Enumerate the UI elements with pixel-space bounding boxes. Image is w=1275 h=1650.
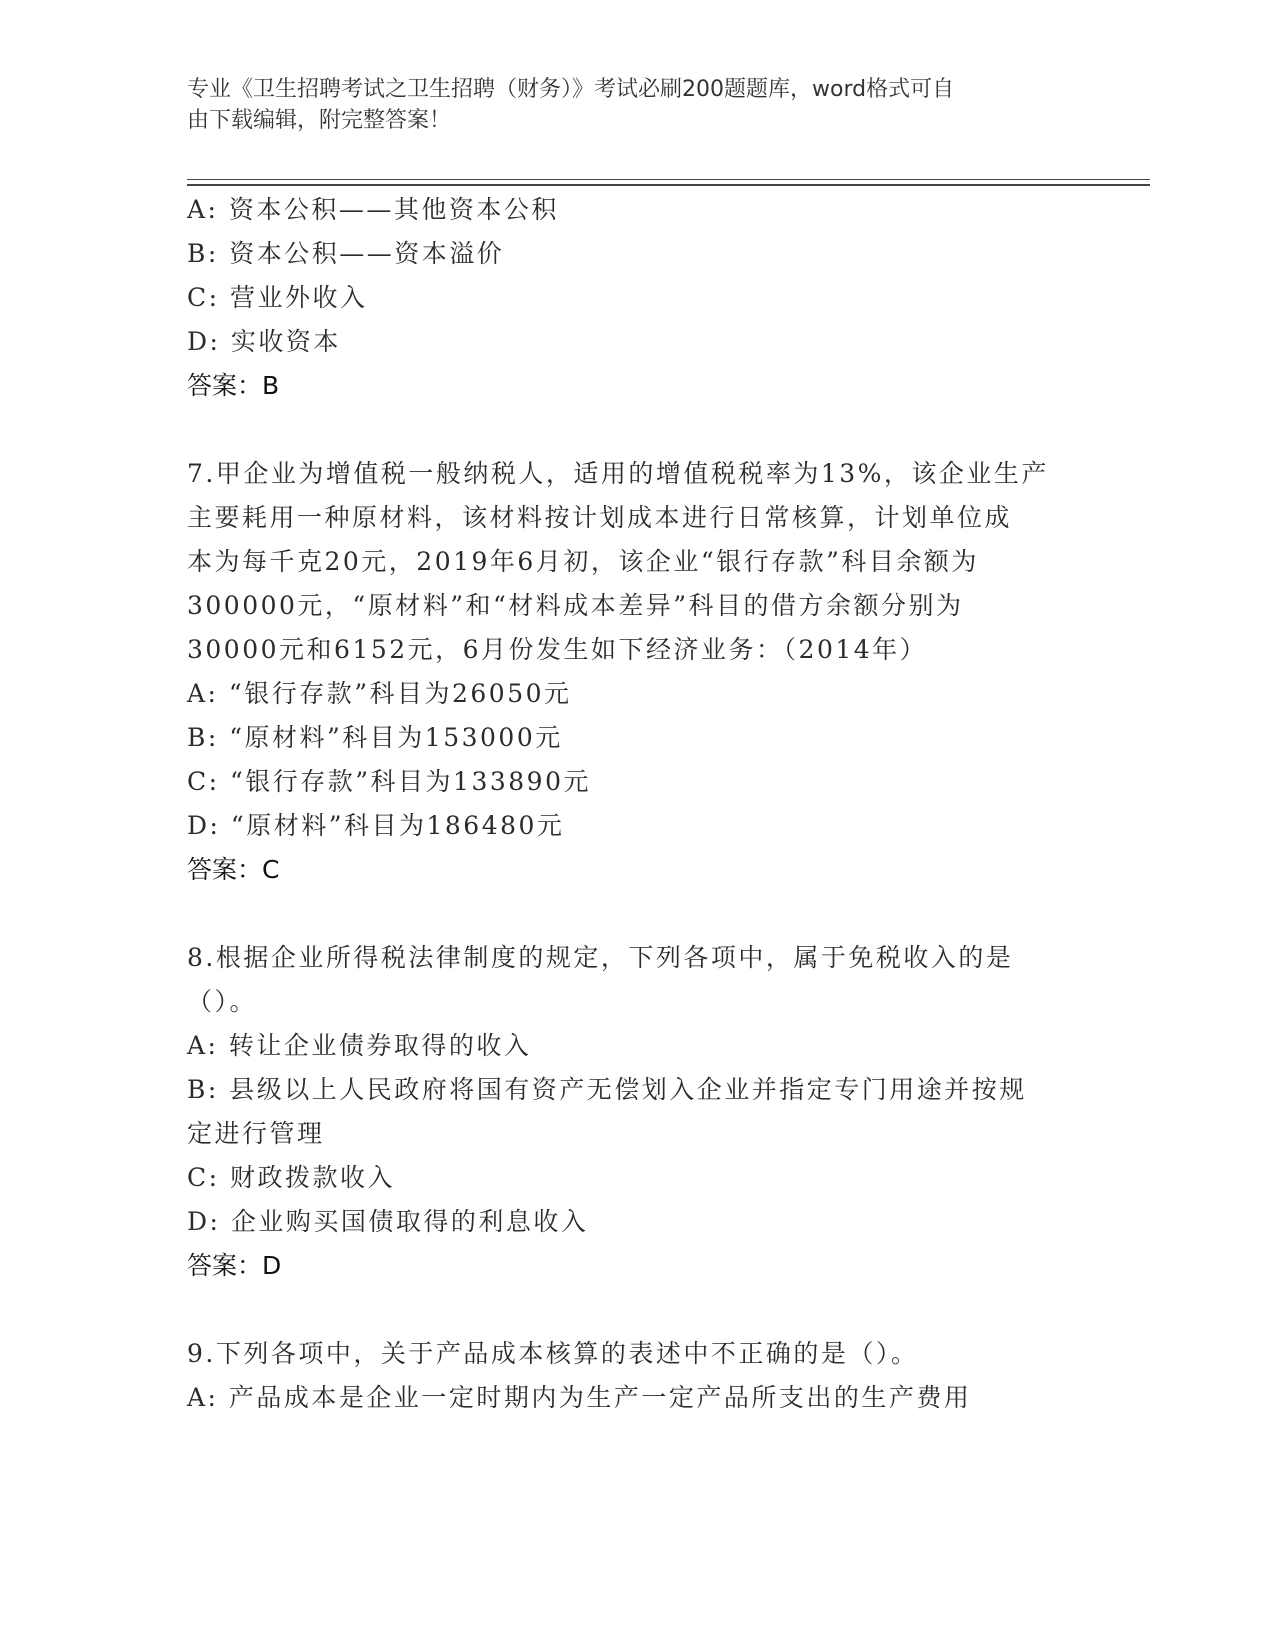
option-line: D: 企业购买国债取得的利息收入 [187, 1207, 589, 1236]
question-line: 30000元和6152元，6月份发生如下经济业务：（2014年） [187, 635, 928, 664]
option-line: B: 资本公积——资本溢价 [187, 239, 505, 268]
option-line: 定进行管理 [187, 1119, 325, 1148]
option-line: A: 产品成本是企业一定时期内为生产一定产品所支出的生产费用 [187, 1383, 972, 1412]
question-line: 7.甲企业为增值税一般纳税人，适用的增值税税率为13%，该企业生产 [187, 459, 1049, 488]
header-line-2: 由下载编辑，附完整答案！ [187, 108, 452, 133]
question-line: （）。 [187, 987, 258, 1016]
option-line: A: 资本公积——其他资本公积 [187, 195, 559, 224]
answer-line: 答案：C [187, 855, 280, 884]
question-line: 300000元，“原材料”和“材料成本差异”科目的借方余额分别为 [187, 591, 964, 620]
header-line-1: 专业《卫生招聘考试之卫生招聘（财务）》考试必刷200题题库，word格式可自 [187, 77, 955, 102]
question-line: 本为每千克20元，2019年6月初，该企业“银行存款”科目余额为 [187, 547, 979, 576]
question-line: 主要耗用一种原材料，该材料按计划成本进行日常核算，计划单位成 [187, 503, 1013, 532]
question-line: 9.下列各项中，关于产品成本核算的表述中不正确的是（）。 [187, 1339, 919, 1368]
option-line: C: 营业外收入 [187, 283, 368, 312]
option-line: C: “银行存款”科目为133890元 [187, 767, 591, 796]
option-line: B: 县级以上人民政府将国有资产无偿划入企业并指定专门用途并按规 [187, 1075, 1027, 1104]
option-line: D: “原材料”科目为186480元 [187, 811, 565, 840]
answer-line: 答案：D [187, 1251, 282, 1280]
header-rule-bottom [187, 184, 1150, 186]
option-line: C: 财政拨款收入 [187, 1163, 395, 1192]
document-header [187, 74, 1067, 136]
option-line: A: “银行存款”科目为26050元 [187, 679, 572, 708]
header-rule-top [187, 179, 1150, 180]
option-line: A: 转让企业债券取得的收入 [187, 1031, 532, 1060]
answer-line: 答案：B [187, 371, 280, 400]
question-line: 8.根据企业所得税法律制度的规定，下列各项中，属于免税收入的是 [187, 943, 1014, 972]
option-line: D: 实收资本 [187, 327, 341, 356]
option-line: B: “原材料”科目为153000元 [187, 723, 563, 752]
